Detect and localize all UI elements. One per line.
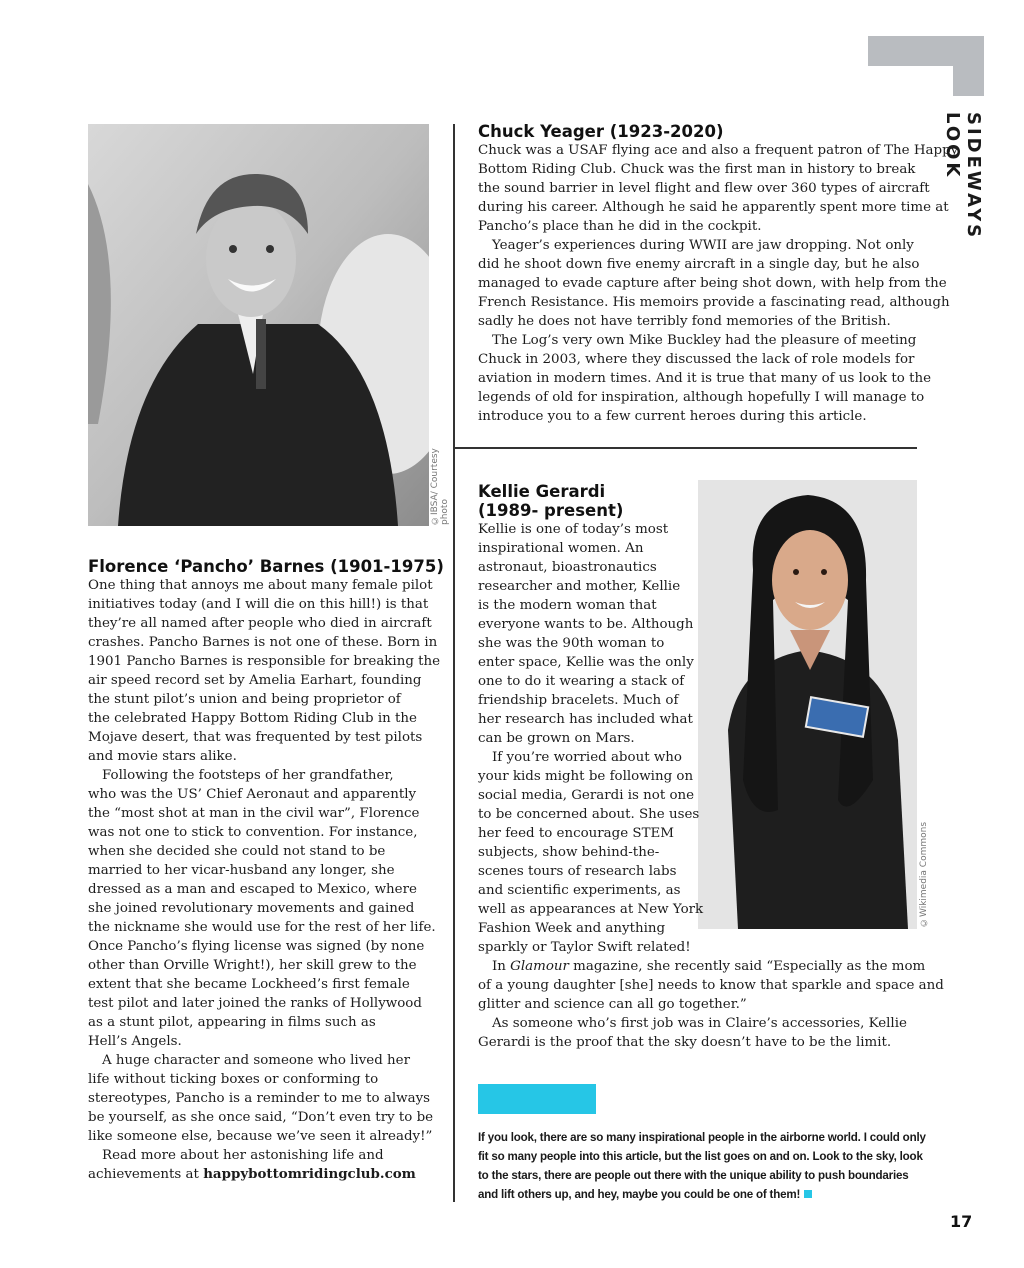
section-label: SIDEWAYS LOOK [942,112,984,241]
barnes-photo [88,124,429,526]
yeager-paragraph-3: The Log’s very own Mike Buckley had the pleasure of meeting Chuck in 2003, where they discussed the lack of role models for aviation in modern times. And it is true that many of us look to the legends of old for inspiration, although hopefully I will manage to introduce you to a few current heroes during this article. [478,333,932,424]
barnes-paragraph-2: Following the footsteps of her grandfather, who was the US’ Chief Aeronaut and apparently the “most shot at man in the civil war”, Florence was not one to stick to convention. For instance, when she decided she could not stand to be married to her vicar-husband any longer, she dressed as a man and escaped to Mexico, where she joined revolutionary movements and gained the nickname she would use for the rest of her life. Once Pancho’s flying license was signed (by none other than Orville Wright!), her skill grew to the extent that she became Lockheed’s first female test pilot and later joined the ranks of Hollywood as a stunt pilot, appearing in films such as Hell’s Angels. [88,768,436,1049]
yeager-paragraph-2: Yeager’s experiences during WWII are jaw dropping. Not only did he shoot down five enemy aircraft in a single day, but he also managed to evade capture after being shot down, with help from the French Resistance. His memoirs provide a fascinating read, although sadly he does not have terribly fond memories of the British. [478,238,950,329]
column-divider [453,124,455,1202]
barnes-article [88,557,444,1184]
page-number: 17 [950,1212,973,1231]
barnes-paragraph-3: A huge character and someone who lived her life without ticking boxes or conforming to stereotypes, Pancho is a reminder to me to always be yourself, as she once said, “Don’t even try to be like someone else, because we’ve seen it already!” [88,1053,434,1144]
club-website-link[interactable]: happybottomridingclub.com [203,1166,416,1182]
barnes-paragraph-1: One thing that annoys me about many female pilot initiatives today (and I will die on this hill!) is that they’re all named after people who died in aircraft crashes. Pancho Barnes is not one of these. Born in 1901 Pancho Barnes is responsible for breaking the air speed record set by Amelia Earhart, founding the stunt pilot’s union and being proprietor of the celebrated Happy Bottom Riding Club in the Mojave desert, that was frequented by test pilots and movie stars alike. [88,578,441,764]
gerardi-paragraph-2: If you’re worried about who your kids might be following on social media, Gerardi is not one to be concerned about. She uses her feed to encourage STEM subjects, show behind-the- scenes tours of research labs and scientific experiments, as well as appearances at New York Fashion Week and anything sparkly or Taylor Swift related! [478,750,704,955]
gerardi-paragraph-4: As someone who’s first job was in Claire’s accessories, Kellie Gerardi is the proof that the sky doesn’t have to be the limit. [478,1016,907,1050]
barnes-photo-credit: ©IBSA/ Courtesy photo [430,448,450,525]
gerardi-paragraph-3: In Glamour magazine, she recently said “Especially as the mom of a young daughter [she] needs to know that sparkle and space and glitter and science can all go together.” [478,959,944,1012]
conclusion-text: If you look, there are so many inspirational people in the airborne world. I could only fit so many people into this article, but the list goes on and on. Look to the sky, look to the stars, there are people out there with the unique ability to push boundaries and lift others up, and hey, maybe you could be one of them! [478,1131,926,1201]
gerardi-article [478,482,944,1052]
gerardi-photo-credit: ©Wikimedia Commons [919,821,929,927]
gerardi-paragraph-1: Kellie is one of today’s most inspirational women. An astronaut, bioastronautics researcher and mother, Kellie is the modern woman that everyone wants to be. Although she was the 90th woman to enter space, Kellie was the only one to do it wearing a stack of friendship bracelets. Much of her research has included what can be grown on Mars. [478,522,694,746]
gerardi-heading: Kellie Gerardi (1989- present) [478,482,624,520]
yeager-article [478,122,958,426]
barnes-paragraph-4: Read more about her astonishing life and achievements at happybottomridingclub.com [88,1148,416,1182]
barnes-heading: Florence ‘Pancho’ Barnes (1901-1975) [88,557,444,576]
end-mark-icon [804,1190,812,1198]
magazine-title: Glamour [510,959,569,974]
yeager-paragraph-1: Chuck was a USAF flying ace and also a frequent patron of The Happy Bottom Riding Club. Chuck was the first man in history to break the sound barrier in level flight and flew over 360 types of aircraft during his career. Although he said he apparently spent more time at Pancho’s place than he did in the cockpit. [478,143,959,234]
section-divider [455,447,917,449]
yeager-heading: Chuck Yeager (1923-2020) [478,122,724,141]
corner-decoration-vertical [953,36,984,96]
conclusion-accent-bar [478,1084,596,1114]
